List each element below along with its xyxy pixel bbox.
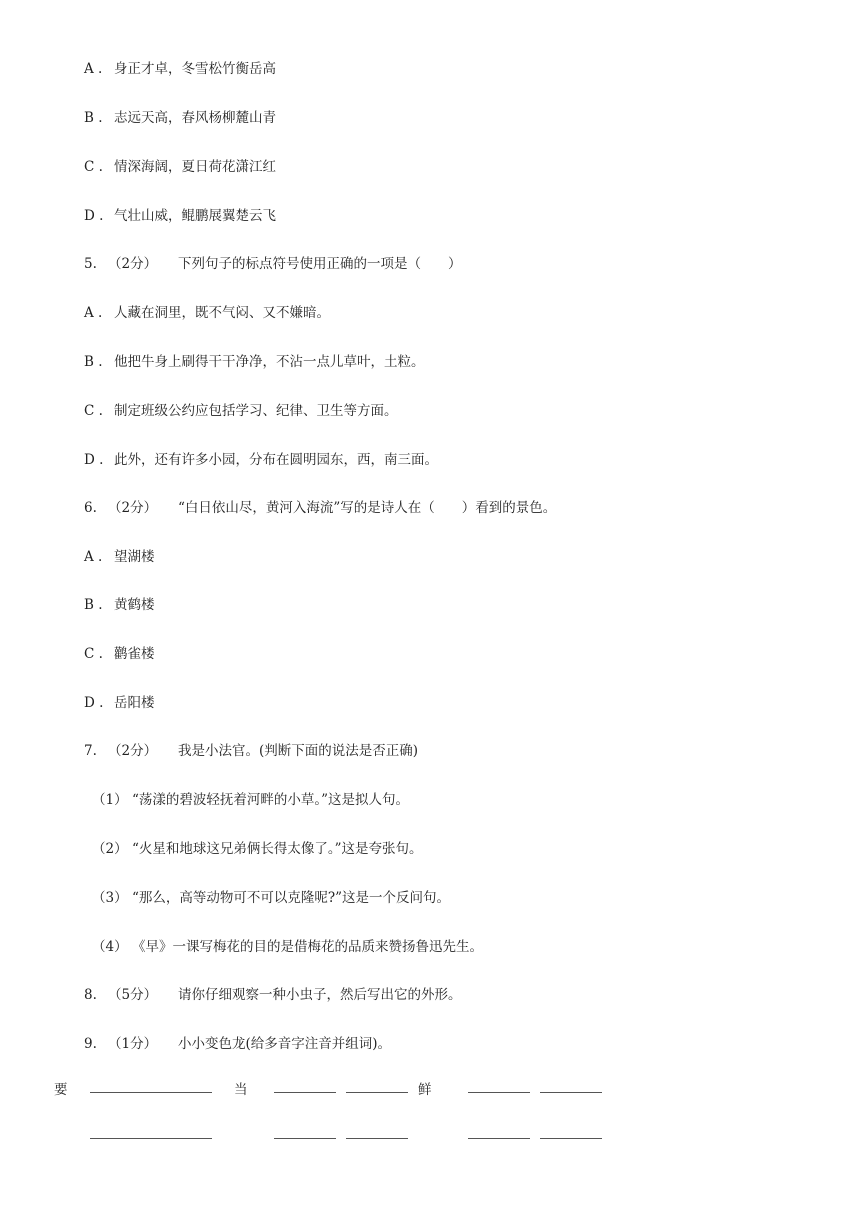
answer-blank[interactable] — [540, 1124, 602, 1139]
answer-blank[interactable] — [468, 1078, 530, 1093]
q7-sub-4 — [92, 938, 483, 956]
option-letter: B . — [84, 597, 103, 613]
q5-option-b — [84, 353, 425, 371]
q6-stem — [84, 499, 556, 517]
option-letter: B . — [84, 354, 103, 370]
question-score: （2分） — [108, 743, 158, 759]
question-text: “白日依山尽，黄河入海流”写的是诗人在（ ）看到的景色。 — [178, 500, 557, 516]
q4-option-b — [84, 109, 276, 127]
question-text: 下列句子的标点符号使用正确的一项是（ ） — [178, 256, 462, 272]
q9-stem — [84, 1035, 391, 1053]
answer-blank[interactable] — [274, 1078, 336, 1093]
q4-option-c — [84, 158, 276, 176]
option-text: 人藏在洞里，既不气闷、又不嫌暗。 — [114, 305, 330, 321]
q8-stem — [84, 986, 462, 1004]
sub-number: （3） — [92, 890, 128, 906]
option-letter: C . — [84, 646, 103, 662]
q6-option-d — [84, 694, 155, 712]
q7-stem — [84, 742, 418, 760]
answer-blank[interactable] — [90, 1078, 212, 1093]
option-letter: A . — [84, 61, 103, 77]
option-letter: D . — [84, 208, 104, 224]
option-text: 鹳雀楼 — [114, 646, 155, 662]
option-text: 气壮山威，鲲鹏展翼楚云飞 — [114, 208, 276, 224]
polyphone-char: 当 — [234, 1082, 248, 1098]
option-letter: D . — [84, 695, 104, 711]
option-text: 望湖楼 — [114, 549, 155, 565]
answer-blank[interactable] — [274, 1124, 336, 1139]
option-text: 岳阳楼 — [114, 695, 155, 711]
polyphone-char: 鲜 — [418, 1082, 432, 1098]
sub-text: 《早》一课写梅花的目的是借梅花的品质来赞扬鲁迅先生。 — [132, 939, 483, 955]
question-number: 5. — [84, 256, 97, 272]
option-letter: A . — [84, 549, 103, 565]
sub-number: （4） — [92, 939, 128, 955]
q7-sub-2 — [92, 840, 423, 858]
sub-text: “那么，高等动物可不可以克隆呢?”这是一个反问句。 — [132, 890, 451, 906]
option-text: 此外，还有许多小园，分布在圆明园东，西，南三面。 — [114, 452, 438, 468]
sub-text: “荡漾的碧波轻抚着河畔的小草。”这是拟人句。 — [132, 792, 410, 808]
question-number: 7. — [84, 743, 97, 759]
q7-sub-3 — [92, 889, 450, 907]
option-letter: B . — [84, 110, 103, 126]
q6-option-b — [84, 596, 155, 614]
q4-option-d — [84, 207, 276, 225]
option-text: 情深海阔，夏日荷花潇江红 — [114, 159, 276, 175]
q5-stem — [84, 255, 462, 273]
question-number: 6. — [84, 500, 97, 516]
question-score: （2分） — [108, 500, 158, 516]
answer-blank[interactable] — [468, 1124, 530, 1139]
option-text: 志远天高，春风杨柳麓山青 — [114, 110, 276, 126]
option-text: 黄鹤楼 — [114, 597, 155, 613]
q6-option-a — [84, 548, 155, 566]
question-text: 我是小法官。(判断下面的说法是否正确) — [178, 743, 419, 759]
answer-blank[interactable] — [90, 1124, 212, 1139]
option-text: 身正才卓，冬雪松竹衡岳高 — [114, 61, 276, 77]
question-text: 小小变色龙(给多音字注音并组词)。 — [178, 1036, 392, 1052]
answer-blank[interactable] — [346, 1078, 408, 1093]
q6-option-c — [84, 645, 155, 663]
answer-blank[interactable] — [540, 1078, 602, 1093]
option-letter: C . — [84, 159, 103, 175]
option-letter: D . — [84, 452, 104, 468]
q9-blanks-row-1 — [54, 1078, 614, 1098]
option-letter: C . — [84, 403, 103, 419]
q9-blanks-row-2 — [54, 1124, 614, 1144]
question-number: 8. — [84, 987, 97, 1003]
sub-number: （1） — [92, 792, 128, 808]
sub-number: （2） — [92, 841, 128, 857]
question-text: 请你仔细观察一种小虫子，然后写出它的外形。 — [178, 987, 462, 1003]
q5-option-c — [84, 402, 398, 420]
question-score: （2分） — [108, 256, 158, 272]
option-text: 他把牛身上刷得干干净净，不沾一点儿草叶，土粒。 — [114, 354, 425, 370]
option-text: 制定班级公约应包括学习、纪律、卫生等方面。 — [114, 403, 398, 419]
q5-option-a — [84, 304, 330, 322]
question-score: （1分） — [108, 1036, 158, 1052]
q7-sub-1 — [92, 791, 409, 809]
polyphone-char: 要 — [54, 1082, 68, 1098]
q4-option-a — [84, 60, 276, 78]
option-letter: A . — [84, 305, 103, 321]
sub-text: “火星和地球这兄弟俩长得太像了。”这是夸张句。 — [132, 841, 423, 857]
question-score: （5分） — [108, 987, 158, 1003]
q5-option-d — [84, 451, 438, 469]
answer-blank[interactable] — [346, 1124, 408, 1139]
question-number: 9. — [84, 1036, 97, 1052]
